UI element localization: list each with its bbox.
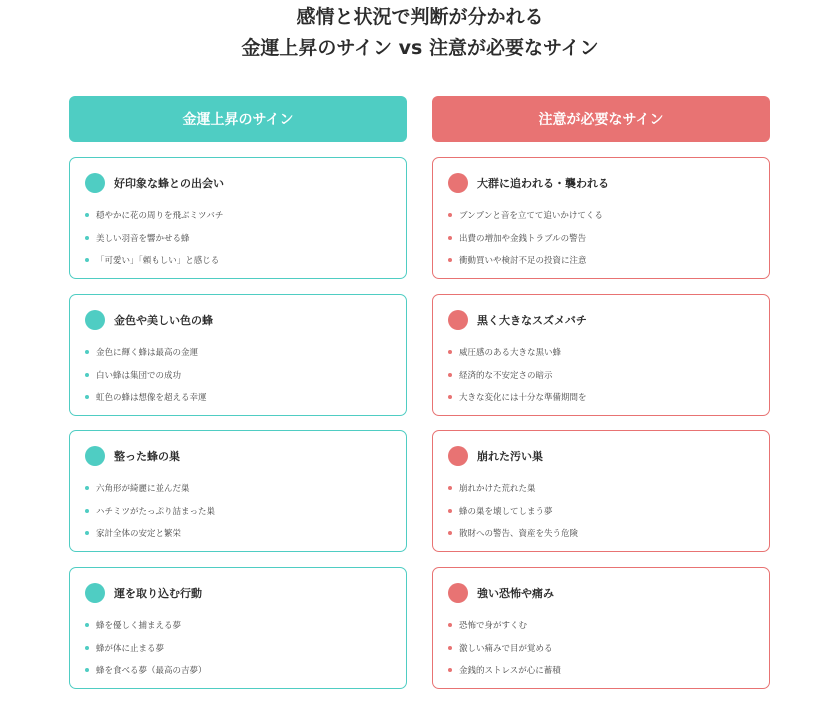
bullet-icon: [85, 486, 89, 490]
list-item: [448, 659, 561, 682]
bullet-icon: [85, 623, 89, 627]
list-item: [85, 637, 207, 660]
good-sign-card: [69, 567, 407, 689]
list-item-text: 白い蜂は集団での成功: [96, 370, 182, 381]
card-heading: [448, 446, 543, 466]
list-item-text: 衝動買いや検討不足の投資に注意: [459, 256, 587, 267]
list-item: [448, 522, 578, 545]
list-item: [85, 227, 223, 250]
list-item: [448, 477, 578, 500]
list-item-text: 大きな変化には十分な準備期間を: [459, 393, 587, 404]
circle-marker-icon: [85, 583, 105, 603]
card-title: 大群に追われる・襲われる: [477, 177, 609, 190]
bullet-icon: [85, 350, 89, 354]
list-item-text: 虹色の蜂は想像を超える幸運: [96, 393, 207, 404]
good-signs-column: [69, 96, 407, 677]
circle-marker-icon: [448, 173, 468, 193]
circle-marker-icon: [448, 446, 468, 466]
good-sign-card: [69, 430, 407, 552]
card-heading: [85, 446, 180, 466]
list-item: [85, 500, 215, 523]
caution-sign-card: [432, 567, 770, 689]
list-item-text: 蜂を優しく捕まえる夢: [96, 621, 182, 632]
list-item: [448, 637, 561, 660]
list-item: [85, 477, 215, 500]
list-item-text: 金色に輝く蜂は最高の金運: [96, 348, 199, 359]
bullet-icon: [85, 213, 89, 217]
bullet-icon: [85, 373, 89, 377]
card-heading: [85, 310, 213, 330]
card-title: 崩れた汚い巣: [477, 450, 543, 463]
list-item: [448, 500, 578, 523]
caution-signs-column: [432, 96, 770, 677]
list-item-text: ハチミツがたっぷり詰まった巣: [96, 506, 216, 517]
list-item-text: 蜂の巣を壊してしまう夢: [459, 506, 553, 517]
bullet-icon: [85, 395, 89, 399]
page-title: [0, 2, 840, 64]
bullet-icon: [448, 531, 452, 535]
card-title: 整った蜂の巣: [114, 450, 180, 463]
list-item: [448, 364, 587, 387]
list-item-text: 威圧感のある大きな黒い蜂: [459, 348, 562, 359]
list-item: [448, 341, 587, 364]
circle-marker-icon: [448, 310, 468, 330]
list-item: [85, 249, 223, 272]
card-item-list: [448, 614, 561, 682]
bullet-icon: [85, 668, 89, 672]
card-item-list: [85, 204, 223, 272]
card-title: 好印象な蜂との出会い: [114, 177, 224, 190]
list-item: [85, 204, 223, 227]
card-heading: [448, 173, 609, 193]
bullet-icon: [448, 213, 452, 217]
list-item-text: 穏やかに花の周りを飛ぶミツバチ: [96, 211, 224, 222]
card-item-list: [85, 477, 215, 545]
circle-marker-icon: [85, 446, 105, 466]
card-title: 黒く大きなスズメバチ: [477, 314, 587, 327]
good-sign-card: [69, 157, 407, 279]
card-heading: [448, 310, 587, 330]
bullet-icon: [448, 486, 452, 490]
list-item-text: 激しい痛みで目が覚める: [459, 643, 553, 654]
list-item: [448, 614, 561, 637]
list-item-text: 家計全体の安定と繁栄: [96, 529, 182, 540]
caution-sign-card: [432, 430, 770, 552]
list-item: [85, 341, 207, 364]
bullet-icon: [448, 373, 452, 377]
list-item-text: 出費の増加や金銭トラブルの警告: [459, 233, 587, 244]
card-title: 金色や美しい色の蜂: [114, 314, 213, 327]
bullet-icon: [448, 646, 452, 650]
circle-marker-icon: [85, 173, 105, 193]
list-item-text: 六角形が綺麗に並んだ巣: [96, 484, 190, 495]
card-title: 強い恐怖や痛み: [477, 587, 554, 600]
card-item-list: [448, 341, 587, 409]
bullet-icon: [85, 646, 89, 650]
card-item-list: [85, 341, 207, 409]
bullet-icon: [448, 350, 452, 354]
card-item-list: [448, 477, 578, 545]
card-heading: [85, 583, 202, 603]
list-item-text: 蜂が体に止まる夢: [96, 643, 165, 654]
caution-sign-card: [432, 294, 770, 416]
title-line-1: 感情と状況で判断が分かれる: [296, 6, 544, 28]
bullet-icon: [85, 236, 89, 240]
caution-signs-header: 注意が必要なサイン: [432, 96, 770, 142]
card-item-list: [85, 614, 207, 682]
list-item-text: ブンブンと音を立てて追いかけてくる: [459, 211, 603, 222]
list-item-text: 散財への警告、資産を失う危険: [459, 529, 579, 540]
good-signs-header: 金運上昇のサイン: [69, 96, 407, 142]
list-item: [448, 249, 603, 272]
bullet-icon: [448, 236, 452, 240]
list-item: [448, 386, 587, 409]
list-item: [85, 614, 207, 637]
list-item-text: 経済的な不安定さの暗示: [459, 370, 553, 381]
list-item: [448, 204, 603, 227]
card-heading: [448, 583, 554, 603]
list-item-text: 美しい羽音を響かせる蜂: [96, 233, 190, 244]
bullet-icon: [448, 258, 452, 262]
bullet-icon: [85, 531, 89, 535]
list-item-text: 金銭的ストレスが心に蓄積: [459, 666, 561, 677]
bullet-icon: [85, 258, 89, 262]
good-sign-card: [69, 294, 407, 416]
bullet-icon: [448, 623, 452, 627]
card-title: 運を取り込む行動: [114, 587, 202, 600]
list-item: [85, 386, 207, 409]
list-item: [85, 659, 207, 682]
circle-marker-icon: [85, 310, 105, 330]
list-item-text: 恐怖で身がすくむ: [459, 621, 528, 632]
list-item-text: 「可愛い」「頼もしい」と感じる: [96, 256, 220, 267]
circle-marker-icon: [448, 583, 468, 603]
bullet-icon: [448, 668, 452, 672]
title-line-2: 金運上昇のサイン vs 注意が必要なサイン: [241, 37, 599, 59]
list-item-text: 崩れかけた荒れた巣: [459, 484, 536, 495]
list-item: [448, 227, 603, 250]
list-item: [85, 522, 215, 545]
bullet-icon: [448, 395, 452, 399]
bullet-icon: [85, 509, 89, 513]
caution-sign-card: [432, 157, 770, 279]
list-item: [85, 364, 207, 387]
bullet-icon: [448, 509, 452, 513]
list-item-text: 蜂を食べる夢（最高の吉夢）: [96, 666, 207, 677]
card-heading: [85, 173, 224, 193]
card-item-list: [448, 204, 603, 272]
